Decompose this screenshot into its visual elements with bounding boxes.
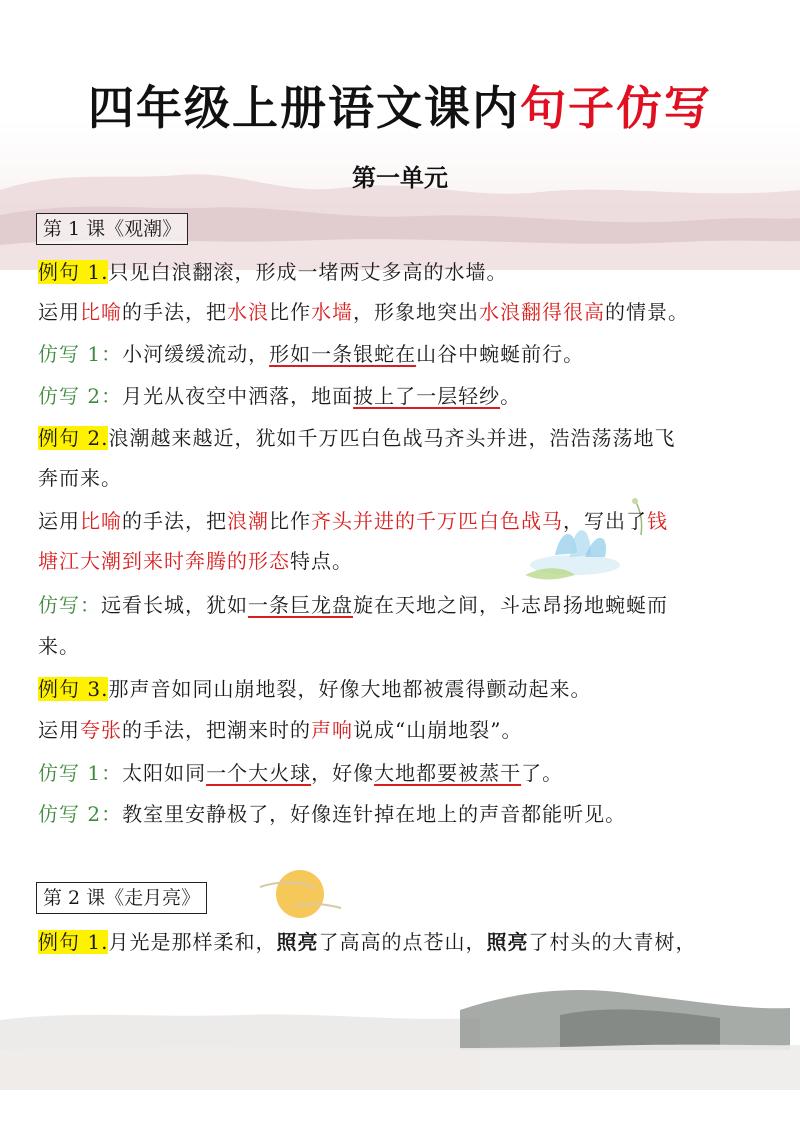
lesson1-example-3-analysis — [38, 717, 768, 743]
imitation-label: 仿写 1： — [38, 761, 123, 785]
page-title — [0, 72, 800, 138]
imitation-text: 月光从夜空中洒落，地面 — [122, 384, 354, 408]
imitation-label: 仿写 2： — [38, 384, 123, 408]
lesson1-example-2-analysis — [38, 508, 768, 534]
analysis-text: 的手法，把潮来时的 — [122, 718, 311, 742]
lesson1-imitation-3-cont: 来。 — [38, 634, 80, 658]
title-highlight: 句子仿写 — [520, 81, 712, 135]
imitation-underlined: 一个大火球 — [206, 761, 312, 785]
example-label: 例句 2. — [38, 426, 109, 450]
analysis-text: 说成“山崩地裂”。 — [353, 718, 523, 742]
example-bold: 照亮 — [486, 930, 529, 954]
lesson1-example-2-cont: 奔而来。 — [38, 466, 122, 490]
lesson1-example-3 — [38, 676, 768, 702]
analysis-keyword: 水墙 — [311, 300, 353, 324]
analysis-keyword: 塘江大潮到来时奔腾的形态 — [38, 549, 290, 573]
analysis-keyword: 水浪 — [227, 300, 269, 324]
imitation-text: 了。 — [521, 761, 564, 785]
imitation-text: 。 — [500, 384, 522, 408]
example-text: 月光是那样柔和， — [108, 930, 277, 954]
example-text: 浪潮越来越近，犹如千万匹白色战马齐头并进，浩浩荡荡地飞 — [108, 426, 676, 450]
analysis-text: 比作 — [269, 509, 311, 533]
imitation-text: 小河缓缓流动， — [122, 342, 270, 366]
analysis-text: 的手法，把 — [122, 509, 227, 533]
imitation-text: 教室里安静极了，好像连针掉在地上的声音都能听见。 — [122, 802, 627, 826]
imitation-label: 仿写： — [38, 593, 101, 617]
imitation-underlined: 大地都要被蒸干 — [374, 761, 522, 785]
landscape-background-bottom — [0, 980, 800, 1090]
example-label: 例句 3. — [38, 677, 109, 701]
analysis-keyword: 声响 — [311, 718, 353, 742]
example-label: 例句 1. — [38, 930, 109, 954]
analysis-text: ，形象地突出 — [353, 300, 479, 324]
analysis-text: ，写出了 — [563, 509, 647, 533]
unit-heading: 第一单元 — [352, 164, 448, 192]
imitation-text: 远看长城，犹如 — [101, 593, 248, 617]
example-text: 了高高的点苍山， — [318, 930, 487, 954]
lesson1-imitation-1 — [38, 341, 768, 367]
example-bold: 照亮 — [276, 930, 319, 954]
analysis-text: 的情景。 — [605, 300, 689, 324]
analysis-keyword: 比喻 — [80, 300, 122, 324]
imitation-underlined: 形如一条银蛇在 — [269, 342, 417, 366]
example-label: 例句 1. — [38, 260, 109, 284]
analysis-text: 比作 — [269, 300, 311, 324]
lesson1-example-2 — [38, 425, 768, 451]
imitation-text: 旋在天地之间，斗志昂扬地蜿蜒而 — [353, 593, 668, 617]
example-text: 那声音如同山崩地裂，好像大地都被震得颤动起来。 — [108, 677, 592, 701]
imitation-text: 山谷中蜿蜒前行。 — [416, 342, 585, 366]
imitation-text: 太阳如同 — [122, 761, 207, 785]
analysis-text: 运用 — [38, 509, 80, 533]
lesson1-example-1-analysis — [38, 299, 768, 325]
lesson1-example-1 — [38, 259, 768, 285]
lesson-2-heading: 第 2 课《走月亮》 — [36, 882, 207, 914]
analysis-text: 运用 — [38, 718, 80, 742]
analysis-text: 运用 — [38, 300, 80, 324]
analysis-text: 的手法，把 — [122, 300, 227, 324]
lesson2-example-1 — [38, 929, 768, 955]
example-text: 只见白浪翻滚，形成一堵两丈多高的水墙。 — [108, 260, 508, 284]
analysis-text: 特点。 — [290, 549, 353, 573]
title-main: 四年级上册语文课内 — [88, 81, 520, 135]
mountain-background-top — [0, 120, 800, 270]
moon-illustration — [255, 862, 345, 922]
lesson-1-heading: 第 1 课《观潮》 — [36, 213, 188, 245]
lesson1-imitation-4 — [38, 760, 768, 786]
imitation-label: 仿写 1： — [38, 342, 123, 366]
imitation-underlined: 披上了一层轻纱 — [353, 384, 501, 408]
lesson1-imitation-2 — [38, 383, 768, 409]
lesson1-imitation-3 — [38, 592, 768, 618]
analysis-keyword: 水浪翻得很高 — [479, 300, 605, 324]
analysis-keyword: 钱 — [647, 509, 668, 533]
imitation-underlined: 一条巨龙盘 — [248, 593, 353, 617]
analysis-keyword: 比喻 — [80, 509, 122, 533]
analysis-keyword: 齐头并进的千万匹白色战马 — [311, 509, 563, 533]
example-text: 了村头的大青树， — [528, 930, 697, 954]
imitation-label: 仿写 2： — [38, 802, 123, 826]
lesson1-example-2-analysis-cont — [38, 548, 768, 574]
imitation-text: ，好像 — [311, 761, 375, 785]
analysis-keyword: 夸张 — [80, 718, 122, 742]
lesson1-imitation-5 — [38, 801, 768, 827]
analysis-keyword: 浪潮 — [227, 509, 269, 533]
